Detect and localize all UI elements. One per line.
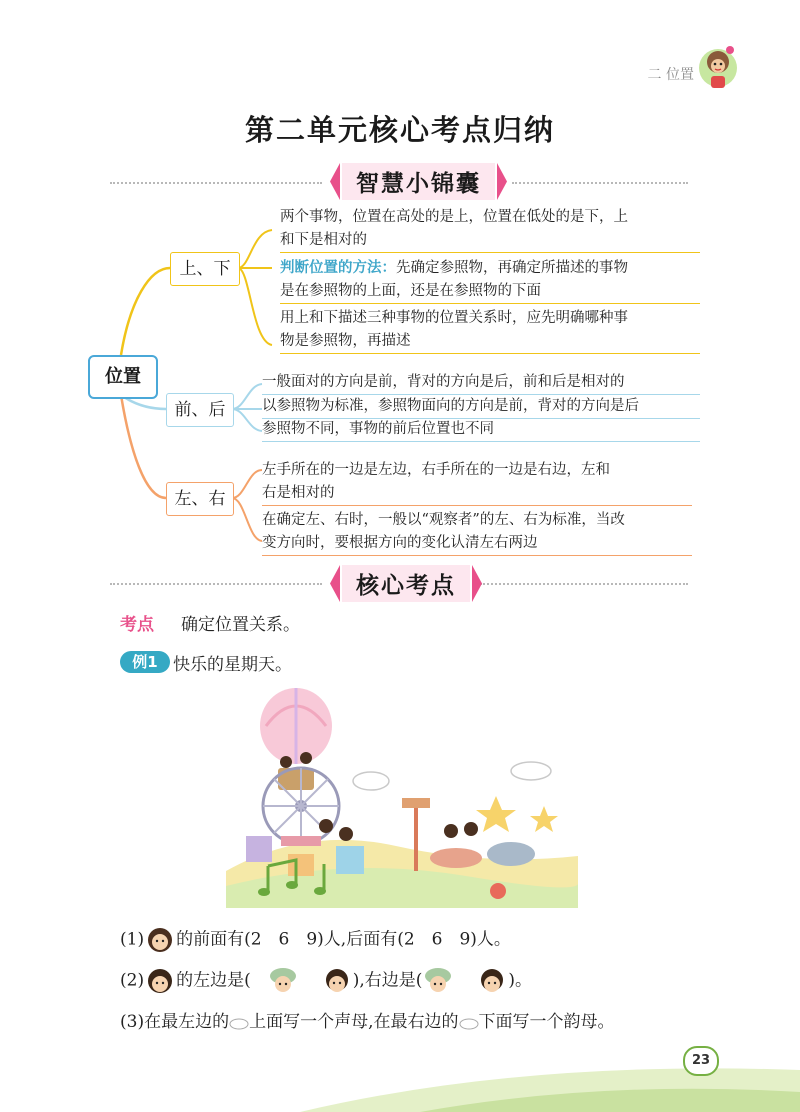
- branch2-line: 一般面对的方向是前，背对的方向是后，前和后是相对的: [262, 372, 700, 395]
- branch1-line: 判断位置的方法：先确定参照物，再确定所描述的事物: [280, 259, 628, 276]
- page-title: 第二单元核心考点归纳: [244, 113, 555, 147]
- branch1-line: 和下是相对的: [280, 230, 700, 253]
- clouds-icon: [353, 762, 551, 790]
- dotted-divider: [480, 583, 688, 585]
- boy-face-icon: [144, 966, 176, 996]
- branch1-line: 物是参照物，再描述: [280, 331, 700, 354]
- kaodian-tag: 考点: [120, 615, 154, 635]
- branch3-line: 变方向时，要根据方向的变化认清左右两边: [262, 533, 692, 556]
- branch2-line: 参照物不同，事物的前后位置也不同: [262, 419, 700, 442]
- branch2-line: 以参照物为标准，参照物面向的方向是前，背对的方向是后: [262, 396, 700, 419]
- section-banner-tips: 智慧小锦囊: [342, 163, 495, 200]
- hat-kid-face-icon: [422, 966, 454, 996]
- question-3: (3)在最左边的 上面写一个声母,在最右边的 下面写一个韵母。: [120, 1012, 615, 1032]
- boy-face-icon: [321, 966, 353, 996]
- question-1: (1) 的前面有(2 6 9)人,后面有(2 6 9)人。: [120, 925, 511, 955]
- branch1-line: 两个事物，位置在高处的是上，位置在低处的是下，上: [280, 209, 628, 225]
- question-2: (2) 的左边是( ),右边是( )。: [120, 966, 532, 996]
- branch-front-back: 前、后: [166, 393, 234, 427]
- mindmap-center-node: 位置: [88, 355, 158, 399]
- branch3-line: 在确定左、右时，一般以“观察者”的左、右为标准，当改: [262, 512, 625, 528]
- bottom-wave-decoration: [0, 1040, 800, 1112]
- branch-left-right: 左、右: [166, 482, 234, 516]
- cloud-icon: [229, 1016, 249, 1030]
- ferris-wheel-icon: [263, 768, 339, 846]
- girl-face-icon: [144, 925, 176, 955]
- section-banner-core: 核心考点: [342, 565, 470, 602]
- branch3-line: 左手所在的一边是左边，右手所在的一边是右边，左和: [262, 462, 610, 478]
- branch1-line: 是在参照物的上面，还是在参照物的下面: [280, 281, 700, 304]
- dotted-divider: [110, 583, 322, 585]
- sunday-scene-illustration: [226, 686, 578, 908]
- example-badge: 例1: [120, 651, 170, 673]
- branch-up-down: 上、下: [170, 252, 240, 286]
- example-title: 快乐的星期天。: [173, 655, 292, 675]
- method-highlight: 判断位置的方法：: [280, 259, 396, 276]
- branch1-line: 用上和下描述三种事物的位置关系时，应先明确哪种事: [280, 310, 628, 326]
- page-number: 23: [683, 1046, 719, 1076]
- stars-icon: [476, 796, 558, 832]
- branch3-line: 右是相对的: [262, 483, 692, 506]
- boy-face-icon: [476, 966, 508, 996]
- cloud-icon: [459, 1016, 479, 1030]
- kaodian-text: 确定位置关系。: [181, 615, 300, 635]
- header-section-label: 二 位置: [647, 67, 694, 83]
- hat-kid-face-icon: [267, 966, 299, 996]
